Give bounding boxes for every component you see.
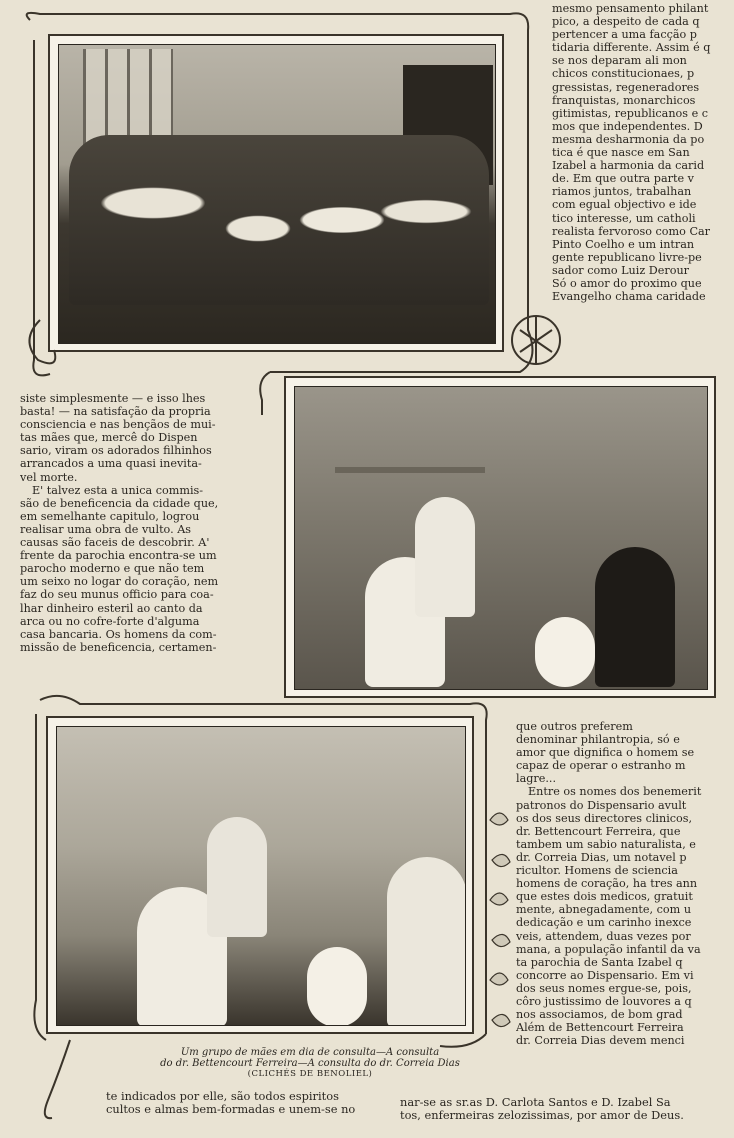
text-line: sario, viram os adorados filhinhos <box>20 444 212 458</box>
text-line: consciencia e nas bençãos de mui- <box>20 418 216 432</box>
text-line: tica é que nasce em San <box>552 146 690 160</box>
photo-consulta-correia-dias-image <box>56 726 466 1026</box>
text-line: dos seus nomes ergue-se, pois, <box>516 981 692 995</box>
text-column-left-middle <box>20 392 276 654</box>
text-line: dr. Correia Dias devem menci <box>516 1034 685 1048</box>
text-line: que outros preferem <box>516 720 633 733</box>
text-line: que estes dois medicos, gratuit <box>516 890 693 904</box>
text-line: Evangelho chama caridade <box>552 290 706 304</box>
mother-figure <box>595 547 675 687</box>
text-line: tidaria differente. Assim é q <box>552 41 711 55</box>
text-line: E' talvez esta a unica commis- <box>32 483 204 497</box>
text-line: Entre os nomes dos benemerit <box>528 785 702 799</box>
text-line: tico interesse, um catholi <box>552 211 696 225</box>
text-line: amor que dignifica o homem se <box>516 746 695 760</box>
text-line: siste simplesmente — e isso lhes <box>20 392 206 405</box>
text-line: basta! — na satisfação da propria <box>20 405 211 419</box>
text-line: nar-se as sr.as D. Carlota Santos e D. Izabel Sa <box>400 1096 671 1109</box>
text-line: gente republicano livre-pe <box>552 250 702 264</box>
text-line: Além de Bettencourt Ferreira <box>516 1021 684 1035</box>
text-line: mente, abnegadamente, com u <box>516 903 692 917</box>
text-line: ta parochia de Santa Izabel q <box>516 955 683 969</box>
caption-credit: (CLICHÉS DE BENOLIEL) <box>247 1069 373 1079</box>
text-line: gitimistas, republicanos e c <box>552 106 709 120</box>
text-line: riamos juntos, trabalhan <box>552 185 692 199</box>
text-line: realisar uma obra de vulto. As <box>20 522 192 536</box>
caption-line-2: do dr. Bettencourt Ferreira—A consulta do dr. Correia Dias <box>160 1058 460 1069</box>
text-line: tos, enfermeiras zelozissimas, por amor de Deus. <box>400 1108 684 1123</box>
text-line: patronos do Dispensario avult <box>516 798 687 812</box>
text-line: faz do seu munus officio para coa- <box>20 588 214 602</box>
text-line: lhar dinheiro esteril ao canto da <box>20 601 203 615</box>
child-figure <box>535 617 595 687</box>
text-line: missão de beneficencia, certamen- <box>20 640 217 654</box>
photo-mothers-group-image <box>58 44 496 344</box>
mother-figure-2 <box>387 857 466 1026</box>
crowd-shape <box>69 135 489 305</box>
text-line: concorre ao Dispensario. Em vi <box>516 968 694 982</box>
text-line: causas são faceis de descobrir. A' <box>20 536 210 550</box>
text-line: parocho moderno e que não tem <box>20 562 205 576</box>
photo-consulta-bettencourt <box>284 376 716 698</box>
text-line: homens de coração, ha tres ann <box>516 877 698 891</box>
text-line: capaz de operar o estranho m <box>516 759 686 773</box>
text-line: de. Em que outra parte v <box>552 172 694 186</box>
text-line: côro justissimo de louvores a q <box>516 994 692 1008</box>
text-line: pertencer a uma facção p <box>552 28 697 42</box>
text-line: franquistas, monarchicos <box>552 93 696 107</box>
text-line: mesma desharmonia da po <box>552 132 705 146</box>
text-line: mana, a população infantil da va <box>516 942 701 956</box>
text-line: mesmo pensamento philant <box>552 2 709 15</box>
photo-mothers-group <box>48 34 504 352</box>
photo-consulta-bettencourt-image <box>294 386 708 690</box>
text-line: vel morte. <box>20 470 78 484</box>
text-line: frente da parochia encontra-se um <box>20 549 217 563</box>
text-line: pico, a despeito de cada q <box>552 15 700 29</box>
nurse-figure-2 <box>207 817 267 937</box>
text-line: lagre... <box>516 772 557 786</box>
caption-line-1: Um grupo de mães em dia de consulta—A consulta <box>180 1047 440 1058</box>
text-bottom-left <box>106 1090 386 1116</box>
text-line: tas mães que, mercê do Dispen <box>20 431 198 445</box>
text-line: chicos constitucionaes, p <box>552 67 695 81</box>
text-line: arrancados a uma quasi inevita- <box>20 457 202 471</box>
text-line: veis, attendem, duas vezes por <box>516 929 691 943</box>
text-line: sador como Luiz Derour <box>552 263 690 277</box>
text-line: arca ou no cofre-forte d'alguma <box>20 614 200 628</box>
photo-caption <box>100 1047 520 1080</box>
text-line: dr. Correia Dias, um notavel p <box>516 850 687 864</box>
text-line: te indicados por elle, são todos espiritos <box>106 1090 339 1103</box>
text-line: Izabel a harmonia da carid <box>552 159 705 173</box>
text-column-right-top <box>552 2 734 303</box>
text-column-right-bottom <box>516 720 734 1047</box>
text-bottom-right <box>400 1096 734 1122</box>
text-line: Só o amor do proximo que <box>552 276 702 290</box>
text-line: com egual objectivo e ide <box>552 198 697 212</box>
text-line: realista fervoroso como Car <box>552 224 711 238</box>
text-line: se nos deparam ali mon <box>552 54 687 68</box>
text-line: em semelhante capitulo, logrou <box>20 509 200 523</box>
text-line: Pinto Coelho e um intran <box>552 237 695 251</box>
photo-consulta-correia-dias <box>46 716 474 1034</box>
text-line: gressistas, regeneradores <box>552 80 700 94</box>
text-line: dedicação e um carinho inexce <box>516 916 692 930</box>
text-line: denominar philantropia, só e <box>516 733 680 747</box>
text-line: ricultor. Homens de sciencia <box>516 864 678 878</box>
nurse-figure <box>415 497 475 617</box>
text-line: são de beneficencia da cidade que, <box>20 496 219 510</box>
child-figure-2 <box>307 947 367 1026</box>
text-line: um seixo no logar do coração, nem <box>20 575 219 589</box>
text-line: os dos seus directores clinicos, <box>516 811 693 825</box>
text-line: tambem um sabio naturalista, e <box>516 837 696 851</box>
text-line: dr. Bettencourt Ferreira, que <box>516 824 681 838</box>
text-line: cultos e almas bem-formadas e unem-se no <box>106 1102 356 1117</box>
text-line: mos que independentes. D <box>552 119 703 133</box>
text-line: casa bancaria. Os homens da com- <box>20 627 217 641</box>
shelf-shape <box>335 467 485 473</box>
text-line: nos associamos, de bom grad <box>516 1008 683 1022</box>
